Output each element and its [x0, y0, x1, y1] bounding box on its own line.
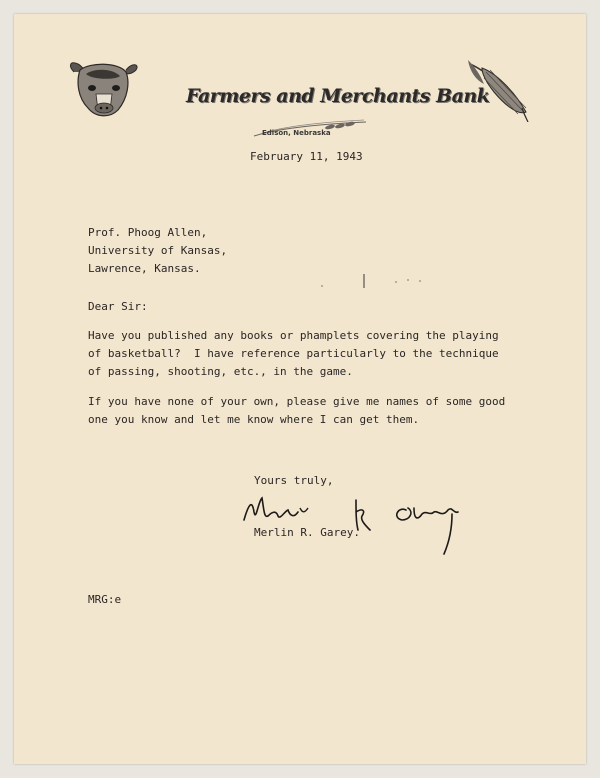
letter-date: February 11, 1943: [250, 150, 363, 163]
salutation: Dear Sir:: [88, 300, 148, 313]
bank-location: Edison, Nebraska: [262, 129, 331, 137]
bull-head-icon: [66, 58, 142, 120]
paragraph-line: of passing, shooting, etc., in the game.: [88, 365, 353, 378]
corn-ear-icon: [464, 56, 534, 122]
address-line: Lawrence, Kansas.: [88, 262, 201, 275]
address-line: Prof. Phoog Allen,: [88, 226, 208, 239]
recipient-address: [88, 224, 227, 278]
paragraph-line: of basketball? I have reference particularly to the technique: [88, 347, 499, 360]
body-paragraph-2: [88, 393, 505, 429]
bank-name: Farmers and Merchants Bank: [186, 85, 490, 107]
address-line: University of Kansas,: [88, 244, 228, 257]
closing: Yours truly,: [254, 474, 334, 487]
signer-name: Merlin R. Garey.: [254, 526, 360, 539]
faint-stamp-marks: [312, 272, 452, 292]
body-paragraph-1: [88, 327, 499, 381]
paragraph-line: If you have none of your own, please give me names of some good: [88, 395, 506, 408]
paragraph-line: Have you published any books or phamplets covering the playing: [88, 329, 499, 342]
paragraph-line: one you know and let me know where I can get them.: [88, 413, 420, 426]
typist-initials: MRG:e: [88, 593, 122, 606]
